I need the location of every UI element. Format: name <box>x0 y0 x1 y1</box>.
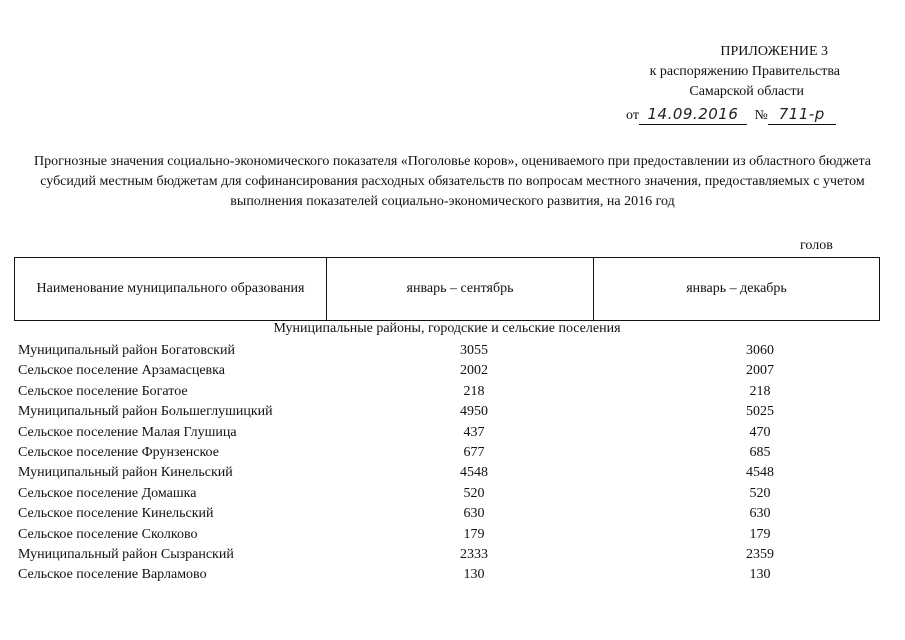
value-jan-dec: 4548 <box>746 465 774 481</box>
value-jan-dec: 685 <box>749 444 771 460</box>
table-row <box>18 382 880 402</box>
table-row <box>18 463 880 483</box>
header-jan-sep: январь – сентябрь <box>327 258 594 321</box>
appendix-header <box>0 42 880 102</box>
document-title: Прогнозные значения социально-экономического показателя «Поголовье коров», оцениваемого при предоставлении из областного бюджета субсидий местным бюджетам для софинансирования расходных обязательств по вопросам местного значения, предоставляемых с учетом выполнения показателей социально-экономического развития, на 2016 год <box>33 154 872 209</box>
table-row <box>18 565 880 585</box>
value-jan-dec: 2359 <box>746 546 774 562</box>
table-body <box>18 341 880 586</box>
municipality-name: Сельское поселение Сколково <box>18 526 198 542</box>
value-jan-sep: 218 <box>463 383 485 399</box>
table-row <box>18 361 880 381</box>
appendix-region: Самарской области <box>689 84 804 99</box>
value-jan-sep: 630 <box>463 506 485 522</box>
municipality-name: Муниципальный район Богатовский <box>18 343 235 358</box>
handwritten-date: 14.09.2016 <box>647 105 739 123</box>
municipality-name: Муниципальный район Большеглушицкий <box>18 404 273 420</box>
municipality-name: Муниципальный район Сызранский <box>18 546 234 562</box>
municipality-name: Сельское поселение Кинельский <box>18 506 214 522</box>
municipality-name: Сельское поселение Фрунзенское <box>18 444 219 460</box>
value-jan-dec: 5025 <box>746 404 774 420</box>
value-jan-sep: 130 <box>463 567 485 583</box>
unit-label: голов <box>800 238 833 253</box>
header-municipality: Наименование муниципального образования <box>15 258 327 321</box>
value-jan-dec: 630 <box>749 506 771 522</box>
municipality-name: Сельское поселение Малая Глушица <box>18 424 237 440</box>
handwritten-number: 711-р <box>778 105 825 123</box>
value-jan-sep: 179 <box>463 526 485 542</box>
municipality-name: Сельское поселение Богатое <box>18 383 188 399</box>
table-row <box>18 545 880 565</box>
value-jan-sep: 2002 <box>460 363 488 379</box>
municipality-name: Сельское поселение Варламово <box>18 567 207 583</box>
appendix-order-ref: к распоряжению Правительства <box>649 64 840 79</box>
value-jan-sep: 677 <box>463 444 485 460</box>
value-jan-dec: 218 <box>749 383 771 399</box>
appendix-number: ПРИЛОЖЕНИЕ 3 <box>720 44 828 59</box>
table-row <box>18 484 880 504</box>
value-jan-sep: 4950 <box>460 404 488 420</box>
value-jan-sep: 3055 <box>460 343 488 358</box>
value-jan-dec: 130 <box>749 567 771 583</box>
value-jan-dec: 470 <box>749 424 771 440</box>
order-date-number <box>626 105 876 127</box>
value-jan-sep: 2333 <box>460 546 488 562</box>
header-jan-dec: январь – декабрь <box>594 258 880 321</box>
value-jan-dec: 179 <box>749 526 771 542</box>
table-row <box>18 443 880 463</box>
municipality-name: Муниципальный район Кинельский <box>18 465 233 481</box>
section-heading: Муниципальные районы, городские и сельские поселения <box>273 321 621 336</box>
municipality-name: Сельское поселение Арзамасцевка <box>18 363 225 379</box>
value-jan-sep: 4548 <box>460 465 488 481</box>
municipality-name: Сельское поселение Домашка <box>18 485 197 501</box>
value-jan-dec: 3060 <box>746 343 774 358</box>
table-row <box>18 402 880 422</box>
value-jan-dec: 2007 <box>746 363 774 379</box>
number-label: № <box>754 108 768 123</box>
from-label: от <box>626 108 639 123</box>
table-header <box>14 257 880 321</box>
table-row <box>18 525 880 545</box>
table-row <box>18 341 880 361</box>
table-row <box>18 504 880 524</box>
value-jan-sep: 437 <box>463 424 485 440</box>
value-jan-dec: 520 <box>749 485 771 501</box>
table-row <box>18 423 880 443</box>
value-jan-sep: 520 <box>463 485 485 501</box>
